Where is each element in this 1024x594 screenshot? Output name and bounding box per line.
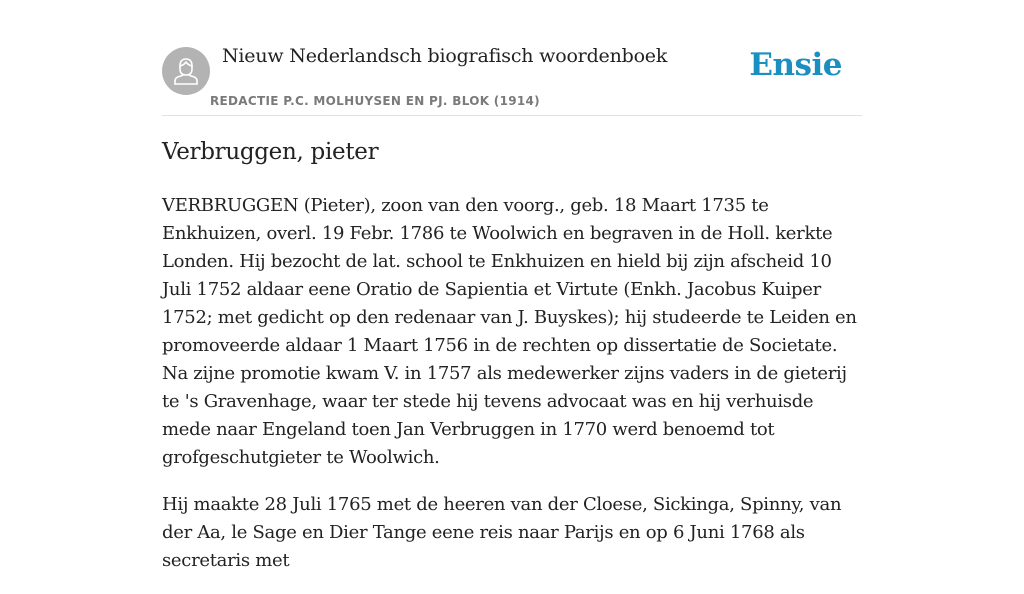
article-title: Verbruggen, pieter — [162, 139, 379, 165]
ensie-logo[interactable]: Ensie — [749, 47, 842, 83]
article-body — [162, 192, 862, 594]
source-title[interactable]: Nieuw Nederlandsch biografisch woordenboek — [222, 45, 668, 67]
avatar — [162, 47, 210, 95]
source-subtitle: REDACTIE P.C. MOLHUYSEN EN PJ. BLOK (1914) — [210, 94, 540, 108]
article-paragraph: VERBRUGGEN (Pieter), zoon van den voorg., geb. 18 Maart 1735 te Enkhuizen, overl. 19 Febr. 1786 te Woolwich en begraven in de Holl. kerkte Londen. Hij bezocht de lat. school te Enkhuizen en hield bij zijn afscheid 10 Juli 1752 aldaar eene Oratio de Sapientia et Virtute (Enkh. Jacobus Kuiper 1752; met gedicht op den redenaar van J. Buyskes); hij studeerde te Leiden en promoveerde aldaar 1 Maart 1756 in de rechten op dissertatie de Societate. Na zijne promotie kwam V. in 1757 als medewerker zijns vaders in de gieterij te 's Gravenhage, waar ter stede hij tevens advocaat was en hij verhuisde mede naar Engeland toen Jan Verbruggen in 1770 werd benoemd tot grofgeschutgieter te Woolwich. — [162, 195, 857, 468]
article-paragraph: Hij maakte 28 Juli 1765 met de heeren van der Cloese, Sickinga, Spinny, van der Aa, le Sage en Dier Tange eene reis naar Parijs en op 6 Juni 1768 als secretaris met — [162, 494, 842, 571]
source-header — [162, 0, 862, 116]
user-icon — [172, 56, 200, 86]
content-container — [162, 0, 862, 571]
